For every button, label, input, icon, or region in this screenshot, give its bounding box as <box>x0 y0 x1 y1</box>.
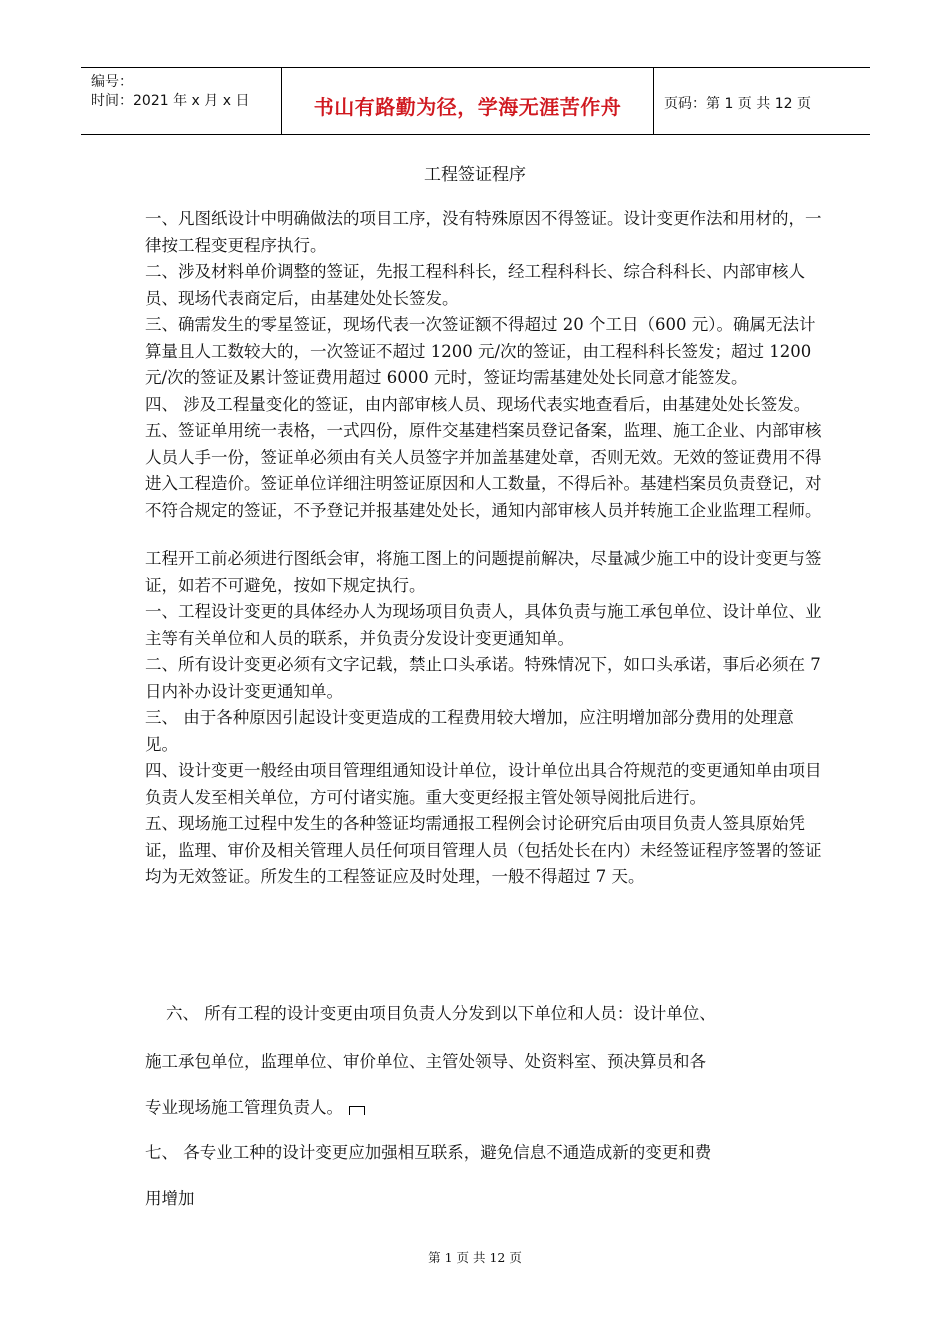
paragraph-mark-icon <box>349 1106 365 1115</box>
document-date: 时间：2021 年 x 月 x 日 <box>91 93 250 109</box>
section1-paragraph: 一、凡图纸设计中明确做法的项目工序，没有特殊原因不得签证。设计变更作法和用材的，一律按工程变更程序执行。 <box>145 209 822 255</box>
document-body <box>145 206 825 891</box>
loose-line: 六、 所有工程的设计变更由项目负责人分发到以下单位和人员：设计单位、 <box>145 1004 716 1023</box>
loose-line: 用增加 <box>145 1189 195 1208</box>
section2-paragraph: 五、现场施工过程中发生的各种签证均需通报工程例会讨论研究后由项目负责人签具原始凭证，监理、审价及相关管理人员任何项目管理人员（包括处长在内）未经签证程序签署的签证均为无效签证。所发生的工程签证应及时处理，一般不得超过 7 天。 <box>145 814 822 886</box>
document-number: 编号： <box>91 74 133 90</box>
section1-paragraph: 五、签证单用统一表格，一式四份，原件交基建档案员登记备案，监理、施工企业、内部审核人员人手一份，签证单必须由有关人员签字并加盖基建处章，否则无效。无效的签证费用不得进入工程造价。签证单位详细注明签证原因和人工数量，不得后补。基建档案员负责登记，对不符合规定的签证，不予登记并报基建处处长，通知内部审核人员并转施工企业监理工程师。 <box>145 421 822 520</box>
header-meta <box>81 68 282 134</box>
document-title: 工程签证程序 <box>424 165 526 185</box>
header-page-info-cell <box>654 68 870 134</box>
header-table <box>81 67 870 135</box>
loose-line-with-mark <box>145 1094 835 1118</box>
page-info: 页码：第 1 页 共 12 页 <box>664 96 811 112</box>
section1-paragraph: 四、 涉及工程量变化的签证，由内部审核人员、现场代表实地查看后，由基建处处长签发。 <box>145 394 811 414</box>
section1-paragraph: 三、确需发生的零星签证，现场代表一次签证额不得超过 20 个工日（600 元）。确属无法计算量且人工数较大的，一次签证不超过 1200 元/次的签证，由工程科科长签发；超过 1200 元/次的签证及累计签证费用超过 6000 元时，签证均需基建处处长同意才能签发。 <box>145 315 816 387</box>
section2-paragraph: 四、设计变更一般经由项目管理组通知设计单位，设计单位出具合符规范的变更通知单由项目负责人发至相关单位，方可付诸实施。重大变更经报主管处领导阅批后进行。 <box>145 761 822 807</box>
section1-paragraph: 二、涉及材料单价调整的签证，先报工程科科长，经工程科科长、综合科科长、内部审核人员、现场代表商定后，由基建处处长签发。 <box>145 262 805 308</box>
loose-line: 专业现场施工管理负责人。 <box>145 1098 343 1117</box>
page-footer: 第 1 页 共 12 页 <box>428 1250 522 1265</box>
section2-paragraph: 三、 由于各种原因引起设计变更造成的工程费用较大增加，应注明增加部分费用的处理意见。 <box>145 708 794 754</box>
motto: 书山有路勤为径，学海无涯苦作舟 <box>313 94 622 119</box>
paragraph-gap <box>145 524 825 546</box>
loose-line: 七、 各专业工种的设计变更应加强相互联系，避免信息不通造成新的变更和费 <box>145 1143 712 1162</box>
section2-paragraph: 工程开工前必须进行图纸会审，将施工图上的问题提前解决，尽量减少施工中的设计变更与签证，如若不可避免，按如下规定执行。 <box>145 549 822 595</box>
section2-paragraph: 二、所有设计变更必须有文字记载，禁止口头承诺。特殊情况下，如口头承诺，事后必须在 7 日内补办设计变更通知单。 <box>145 655 821 701</box>
loose-line: 施工承包单位，监理单位、审价单位、主管处领导、处资料室、预决算员和各 <box>145 1052 706 1071</box>
header-motto-cell <box>282 68 654 134</box>
section2-paragraph: 一、工程设计变更的具体经办人为现场项目负责人，具体负责与施工承包单位、设计单位、业主等有关单位和人员的联系，并负责分发设计变更通知单。 <box>145 602 822 648</box>
